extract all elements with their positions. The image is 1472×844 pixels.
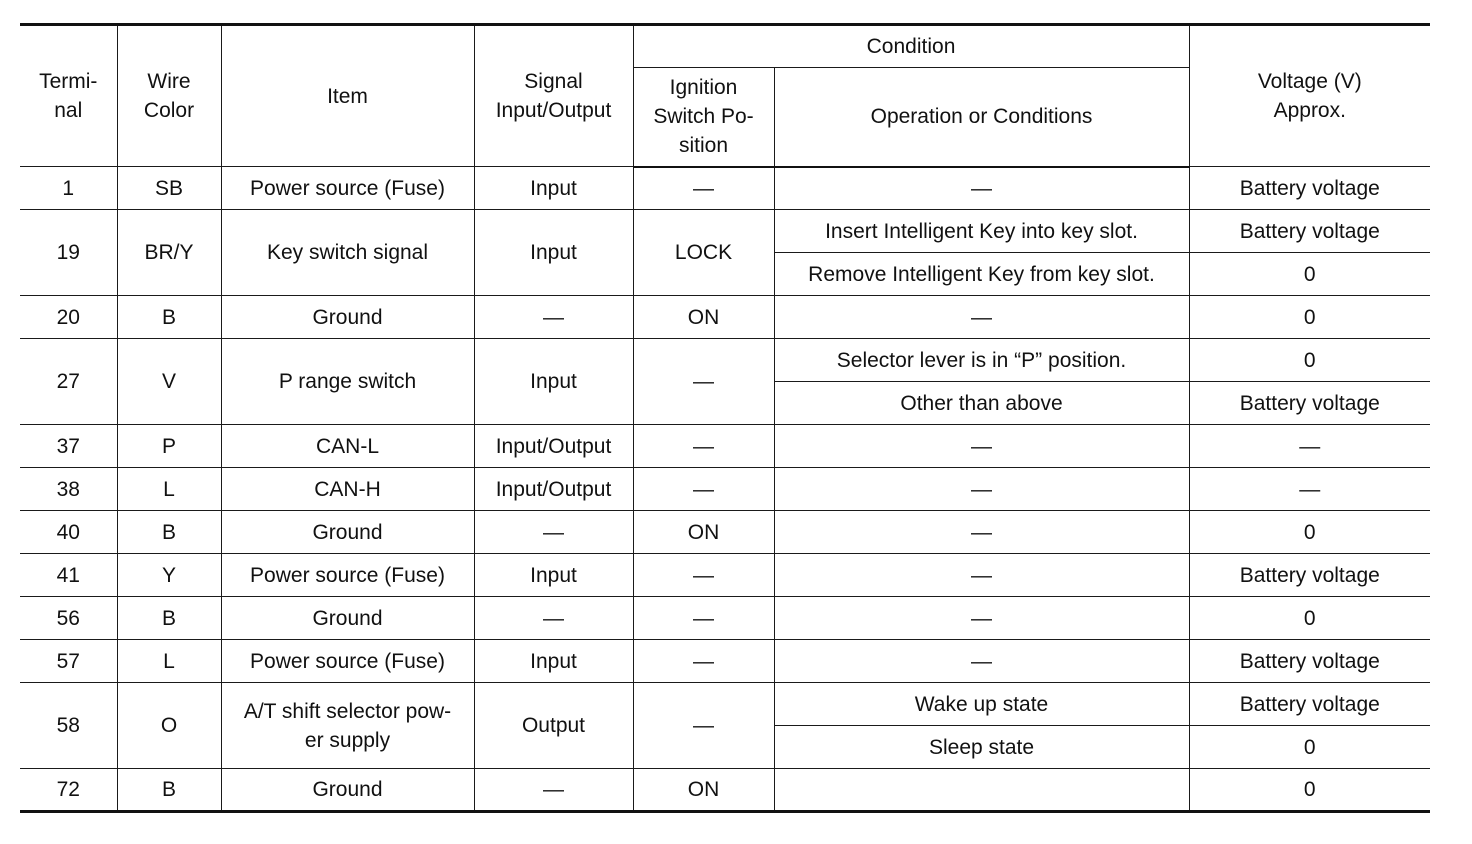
header-item-text: Item [327, 84, 368, 108]
header-signal-text: Signal Input/Output [495, 70, 612, 122]
cell-voltage: Battery voltage [1189, 210, 1430, 253]
cell-item: A/T shift selector pow- er supply [221, 683, 474, 769]
table-row [20, 640, 1430, 683]
cell-operation: Sleep state [774, 726, 1189, 769]
cell-voltage: 0 [1189, 511, 1430, 554]
cell-voltage: 0 [1189, 296, 1430, 339]
cell-item: CAN-H [221, 468, 474, 511]
cell-terminal: 37 [20, 425, 117, 468]
cell-terminal: 38 [20, 468, 117, 511]
cell-ignition: — [633, 640, 774, 683]
spec-table-container [20, 23, 1430, 813]
cell-operation: — [774, 640, 1189, 683]
cell-operation: Other than above [774, 382, 1189, 425]
cell-operation: Remove Intelligent Key from key slot. [774, 253, 1189, 296]
table-row [20, 339, 1430, 382]
table-row [20, 468, 1430, 511]
table-row [20, 769, 1430, 812]
cell-ignition: — [633, 683, 774, 769]
cell-operation: Wake up state [774, 683, 1189, 726]
cell-wire-color: V [117, 339, 221, 425]
cell-wire-color: L [117, 640, 221, 683]
cell-voltage: Battery voltage [1189, 382, 1430, 425]
cell-wire-color: Y [117, 554, 221, 597]
cell-signal: — [474, 296, 633, 339]
cell-item: Ground [221, 296, 474, 339]
cell-item: Key switch signal [221, 210, 474, 296]
cell-ignition: LOCK [633, 210, 774, 296]
header-terminal-text: Termi- nal [39, 70, 98, 122]
header-item [221, 25, 474, 167]
cell-wire-color: B [117, 511, 221, 554]
header-wire-color [117, 25, 221, 167]
cell-item: P range switch [221, 339, 474, 425]
cell-voltage: 0 [1189, 339, 1430, 382]
cell-wire-color: P [117, 425, 221, 468]
table-row [20, 210, 1430, 253]
cell-terminal: 41 [20, 554, 117, 597]
cell-signal: Input [474, 640, 633, 683]
cell-wire-color: B [117, 296, 221, 339]
cell-wire-color: SB [117, 167, 221, 210]
cell-voltage: 0 [1189, 253, 1430, 296]
table-row [20, 511, 1430, 554]
cell-item: Ground [221, 597, 474, 640]
cell-signal: Input/Output [474, 468, 633, 511]
cell-ignition: — [633, 425, 774, 468]
table-row [20, 425, 1430, 468]
cell-operation: — [774, 425, 1189, 468]
header-voltage-text: Voltage (V) Approx. [1257, 70, 1362, 122]
cell-voltage: Battery voltage [1189, 554, 1430, 597]
cell-ignition: — [633, 597, 774, 640]
cell-wire-color: BR/Y [117, 210, 221, 296]
cell-voltage: Battery voltage [1189, 683, 1430, 726]
cell-wire-color: O [117, 683, 221, 769]
cell-item: CAN-L [221, 425, 474, 468]
header-signal [474, 25, 633, 167]
cell-ignition: — [633, 468, 774, 511]
cell-voltage: Battery voltage [1189, 640, 1430, 683]
table-row [20, 683, 1430, 726]
cell-ignition: ON [633, 296, 774, 339]
table-row [20, 167, 1430, 210]
table-row [20, 296, 1430, 339]
cell-signal: Input/Output [474, 425, 633, 468]
header-wire-color-text: Wire Color [143, 70, 195, 122]
cell-voltage: 0 [1189, 597, 1430, 640]
cell-operation [774, 769, 1189, 812]
cell-terminal: 57 [20, 640, 117, 683]
cell-signal: — [474, 769, 633, 812]
header-ignition-text: Ignition Switch Po- sition [653, 76, 754, 158]
cell-operation: — [774, 296, 1189, 339]
header-operation-text: Operation or Conditions [870, 105, 1093, 129]
cell-terminal: 27 [20, 339, 117, 425]
cell-signal: Input [474, 554, 633, 597]
cell-wire-color: L [117, 468, 221, 511]
cell-operation: Insert Intelligent Key into key slot. [774, 210, 1189, 253]
cell-item: Power source (Fuse) [221, 554, 474, 597]
header-operation [774, 68, 1189, 167]
header-condition-text: Condition [866, 35, 956, 58]
header-terminal [20, 25, 117, 167]
cell-voltage: — [1189, 468, 1430, 511]
cell-ignition: — [633, 339, 774, 425]
cell-ignition: — [633, 554, 774, 597]
table-row [20, 597, 1430, 640]
terminal-spec-table [20, 23, 1430, 813]
cell-ignition: ON [633, 769, 774, 812]
cell-signal: Output [474, 683, 633, 769]
cell-item: Ground [221, 511, 474, 554]
table-header [20, 25, 1430, 167]
cell-ignition: ON [633, 511, 774, 554]
cell-terminal: 1 [20, 167, 117, 210]
cell-signal: Input [474, 210, 633, 296]
cell-operation: Selector lever is in “P” position. [774, 339, 1189, 382]
cell-terminal: 19 [20, 210, 117, 296]
cell-signal: Input [474, 339, 633, 425]
cell-terminal: 40 [20, 511, 117, 554]
cell-operation: — [774, 468, 1189, 511]
cell-operation: — [774, 597, 1189, 640]
cell-operation: — [774, 554, 1189, 597]
cell-voltage: 0 [1189, 769, 1430, 812]
cell-terminal: 20 [20, 296, 117, 339]
header-voltage [1189, 25, 1430, 167]
table-body [20, 167, 1430, 812]
header-condition [633, 25, 1189, 68]
cell-terminal: 58 [20, 683, 117, 769]
cell-item: Power source (Fuse) [221, 167, 474, 210]
cell-wire-color: B [117, 597, 221, 640]
cell-terminal: 56 [20, 597, 117, 640]
cell-item: Power source (Fuse) [221, 640, 474, 683]
cell-signal: — [474, 597, 633, 640]
cell-operation: — [774, 511, 1189, 554]
cell-signal: — [474, 511, 633, 554]
cell-voltage: 0 [1189, 726, 1430, 769]
table-row [20, 554, 1430, 597]
cell-voltage: — [1189, 425, 1430, 468]
cell-ignition: — [633, 167, 774, 210]
cell-terminal: 72 [20, 769, 117, 812]
cell-operation: — [774, 167, 1189, 210]
cell-item: Ground [221, 769, 474, 812]
cell-voltage: Battery voltage [1189, 167, 1430, 210]
cell-signal: Input [474, 167, 633, 210]
cell-wire-color: B [117, 769, 221, 812]
header-ignition [633, 68, 774, 167]
